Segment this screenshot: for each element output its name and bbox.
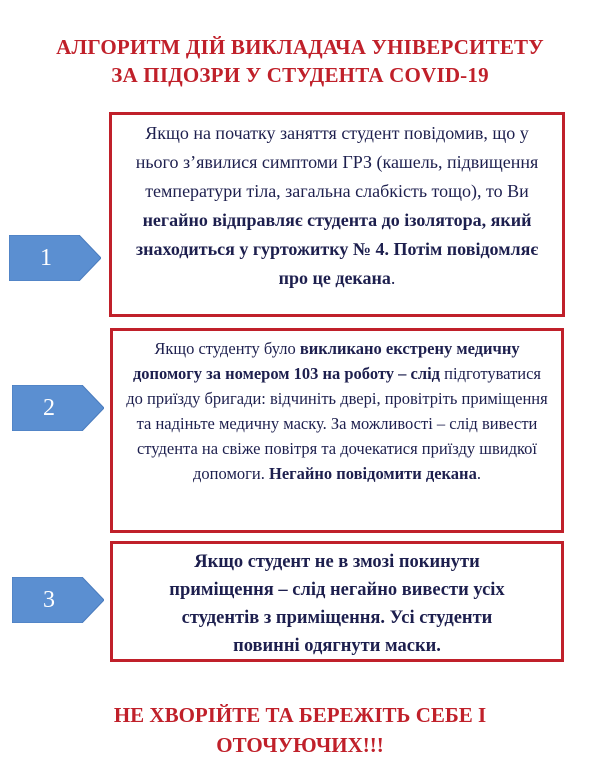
step-2-number: 2	[43, 395, 55, 421]
step-1-bold-text: негайно відправляє студента до ізолятора, який знаходиться у гуртожитку № 4. Потім повідомляє про це декана	[135, 210, 539, 288]
step-3-line-1: Якщо студент не в змозі покинути	[194, 552, 480, 572]
step-3-line-4: повинні одягнути маски.	[233, 636, 441, 656]
step-1-arrow	[9, 235, 101, 281]
step-1-text: Якщо на початку заняття студент повідомив, що у нього з’явилися симптоми ГРЗ (кашель, підвищення температури тіла, загальна слабкість тощо), то Ви	[135, 123, 539, 201]
step-3-arrow	[12, 577, 104, 623]
step-2-end: .	[476, 464, 481, 483]
step-3-line-3: студентів з приміщення. Усі студенти	[181, 608, 493, 628]
step-2-box	[110, 328, 564, 533]
page-title	[20, 33, 580, 89]
footer-line-1: НЕ ХВОРІЙТЕ ТА БЕРЕЖІТЬ СЕБЕ І	[113, 703, 487, 727]
step-2-bold-text: викликано екстрену медичну допомогу за номером 103 на роботу – слід	[132, 339, 520, 383]
step-2-arrow	[12, 385, 104, 431]
step-3-line-2: приміщення – слід негайно вивести усіх	[169, 580, 505, 600]
step-3-box	[110, 541, 564, 662]
step-1-number: 1	[40, 245, 52, 271]
step-1-end: .	[390, 268, 396, 288]
step-3-number: 3	[43, 587, 55, 613]
step-2-text-after: підготуватися до приїзду бригади: відчиніть двері, провітріть приміщення та надіньте медичну маску. За можливості – слід вивести студента на свіже повітря та дочекатися приїзду швидкої допомоги.	[126, 364, 548, 483]
title-line-1: АЛГОРИТМ ДІЙ ВИКЛАДАЧА УНІВЕРСИТЕТУ	[56, 35, 544, 59]
step-1-box	[109, 112, 565, 317]
footer-slogan	[20, 700, 580, 760]
footer-line-2: ОТОЧУЮЧИХ!!!	[216, 733, 384, 757]
step-2-bold-text-2: Негайно повідомити декана	[268, 464, 477, 483]
title-line-2: ЗА ПІДОЗРИ У СТУДЕНТА COVID-19	[111, 63, 489, 87]
step-2-text: Якщо студенту було	[154, 339, 300, 358]
